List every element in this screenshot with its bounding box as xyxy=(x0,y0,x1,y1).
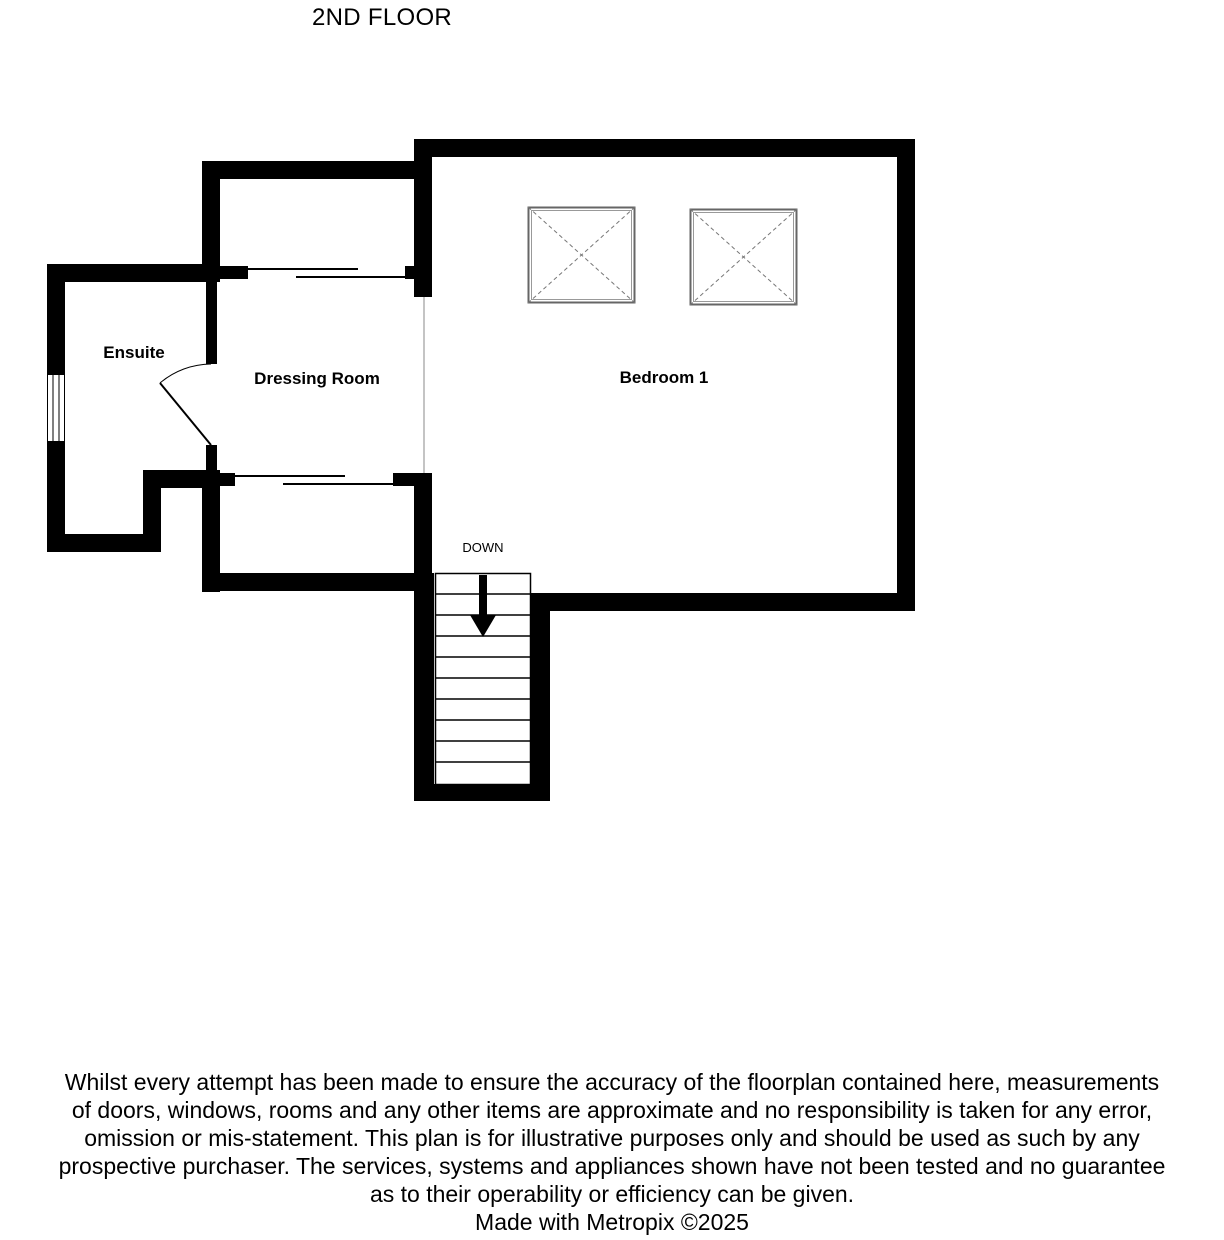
room-label-dressing-room: Dressing Room xyxy=(254,369,380,388)
skylight xyxy=(690,209,797,305)
bedroom-south-wall xyxy=(532,593,915,611)
dressing-west-wall-upper xyxy=(202,161,220,271)
bedroom-north-wall xyxy=(414,139,915,157)
wardrobe-stub xyxy=(393,473,425,486)
door-jamb xyxy=(206,271,217,364)
disclaimer-line: prospective purchaser. The services, systems and appliances shown have not been tested and no guarantee xyxy=(58,1153,1166,1179)
disclaimer-line: Whilst every attempt has been made to ensure the accuracy of the floorplan contained here, measurements xyxy=(64,1069,1160,1095)
disclaimer xyxy=(0,1068,1224,1236)
arrow-down-icon xyxy=(470,575,496,637)
ensuite-door[interactable] xyxy=(160,364,211,445)
skylight xyxy=(528,207,635,303)
disclaimer-line: omission or mis-statement. This plan is for illustrative purposes only and should be used as such by any xyxy=(84,1125,1140,1151)
disclaimer-line: of doors, windows, rooms and any other items are approximate and no responsibility is taken for any error, xyxy=(71,1097,1153,1123)
dressing-south-wall xyxy=(202,573,434,591)
door-leaf xyxy=(160,383,211,445)
credit-line: Made with Metropix ©2025 xyxy=(475,1209,749,1235)
floor-title: 2ND FLOOR xyxy=(312,4,453,31)
stair-west-wall xyxy=(414,573,434,801)
dressing-north-wall xyxy=(202,161,432,179)
room-label-ensuite: Ensuite xyxy=(103,343,165,362)
ensuite-walls xyxy=(47,264,220,552)
door-swing-arc xyxy=(160,364,211,383)
ensuite-north-wall xyxy=(47,264,220,282)
stairs-label: DOWN xyxy=(462,540,504,555)
ensuite-step-top-wall xyxy=(143,470,220,488)
wardrobe-stub xyxy=(218,266,248,279)
stair-south-wall xyxy=(414,784,550,801)
room-label-bedroom-1: Bedroom 1 xyxy=(619,368,709,387)
wardrobe-stub xyxy=(405,266,423,279)
ensuite-window xyxy=(48,374,65,442)
disclaimer-line: as to their operability or efficiency can be given. xyxy=(369,1181,855,1207)
stair-east-wall xyxy=(530,593,550,801)
bedroom-east-wall xyxy=(897,139,915,611)
ensuite-west-wall-upper xyxy=(47,264,65,374)
wardrobe-stub xyxy=(218,473,235,486)
